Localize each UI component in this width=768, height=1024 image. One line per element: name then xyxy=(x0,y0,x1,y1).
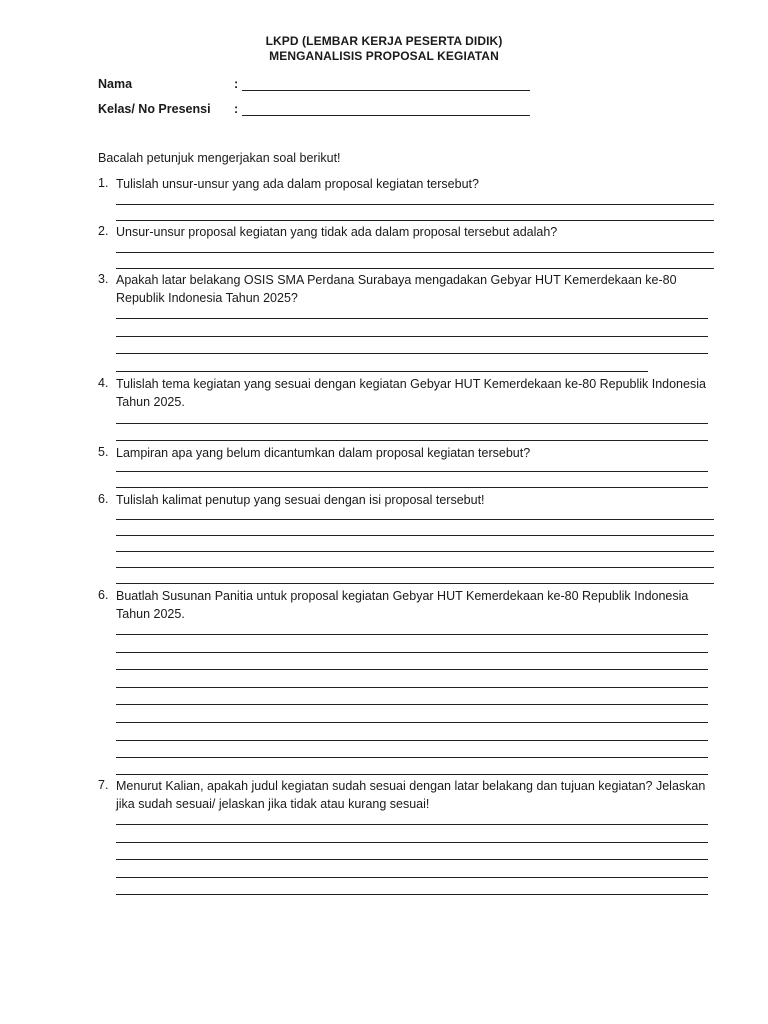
question-text: Buatlah Susunan Panitia untuk proposal kegiatan Gebyar HUT Kemerdekaan ke-80 Republik Indonesia Tahun 2025. xyxy=(116,589,689,621)
question-number: 6. xyxy=(98,588,109,602)
instruction-text: Bacalah petunjuk mengerjakan soal berikut! xyxy=(98,151,341,165)
question-text: Tulislah kalimat penutup yang sesuai dengan isi proposal tersebut! xyxy=(116,493,485,507)
worksheet-subtitle: MENGANALISIS PROPOSAL KEGIATAN xyxy=(269,49,499,63)
answer-line[interactable] xyxy=(116,519,714,520)
answer-line[interactable] xyxy=(116,842,708,843)
question-text: Menurut Kalian, apakah judul kegiatan sudah sesuai dengan latar belakang dan tujuan kegiatan? Jelaskan jika sudah sesuai/ jelaskan jika tidak atau kurang sesuai! xyxy=(116,779,706,811)
worksheet-title: LKPD (LEMBAR KERJA PESERTA DIDIK) xyxy=(265,34,503,48)
answer-line[interactable] xyxy=(116,318,708,319)
question-text: Unsur-unsur proposal kegiatan yang tidak ada dalam proposal tersebut adalah? xyxy=(116,225,558,239)
answer-line[interactable] xyxy=(116,220,714,221)
answer-line[interactable] xyxy=(116,722,708,723)
question-number: 2. xyxy=(98,224,109,238)
answer-line[interactable] xyxy=(116,471,708,472)
question-text: Apakah latar belakang OSIS SMA Perdana Surabaya mengadakan Gebyar HUT Kemerdekaan ke-80 Republik Indonesia Tahun 2025? xyxy=(116,273,677,305)
class-colon: : xyxy=(234,102,239,116)
class-field[interactable] xyxy=(242,115,530,116)
answer-line[interactable] xyxy=(116,336,708,337)
answer-line[interactable] xyxy=(116,567,714,568)
question-number: 1. xyxy=(98,176,109,190)
question-number: 7. xyxy=(98,778,109,792)
answer-line[interactable] xyxy=(116,652,708,653)
answer-line[interactable] xyxy=(116,704,708,705)
name-colon: : xyxy=(234,77,239,91)
answer-line[interactable] xyxy=(116,551,714,552)
answer-line[interactable] xyxy=(116,757,708,758)
answer-line[interactable] xyxy=(116,774,708,775)
answer-line[interactable] xyxy=(116,204,714,205)
answer-line[interactable] xyxy=(116,440,708,441)
answer-line[interactable] xyxy=(116,583,714,584)
answer-line[interactable] xyxy=(116,740,708,741)
answer-line[interactable] xyxy=(116,535,714,536)
question-text: Tulislah tema kegiatan yang sesuai dengan kegiatan Gebyar HUT Kemerdekaan ke-80 Republik Indonesia Tahun 2025. xyxy=(116,377,706,409)
answer-line[interactable] xyxy=(116,487,708,488)
question-text: Tulislah unsur-unsur yang ada dalam proposal kegiatan tersebut? xyxy=(116,177,479,191)
answer-line[interactable] xyxy=(116,859,708,860)
answer-line[interactable] xyxy=(116,268,714,269)
answer-line[interactable] xyxy=(116,824,708,825)
answer-line[interactable] xyxy=(116,877,708,878)
answer-line[interactable] xyxy=(116,252,714,253)
name-label: Nama xyxy=(98,77,133,91)
answer-line[interactable] xyxy=(116,634,708,635)
question-text: Lampiran apa yang belum dicantumkan dalam proposal kegiatan tersebut? xyxy=(116,446,531,460)
class-label: Kelas/ No Presensi xyxy=(98,102,211,116)
question-number: 4. xyxy=(98,376,109,390)
answer-line[interactable] xyxy=(116,894,708,895)
answer-line[interactable] xyxy=(116,423,708,424)
answer-line[interactable] xyxy=(116,371,648,372)
name-field[interactable] xyxy=(242,90,530,91)
answer-line[interactable] xyxy=(116,687,708,688)
question-number: 5. xyxy=(98,445,109,459)
question-number: 3. xyxy=(98,272,109,286)
answer-line[interactable] xyxy=(116,353,708,354)
answer-line[interactable] xyxy=(116,669,708,670)
question-number: 6. xyxy=(98,492,109,506)
